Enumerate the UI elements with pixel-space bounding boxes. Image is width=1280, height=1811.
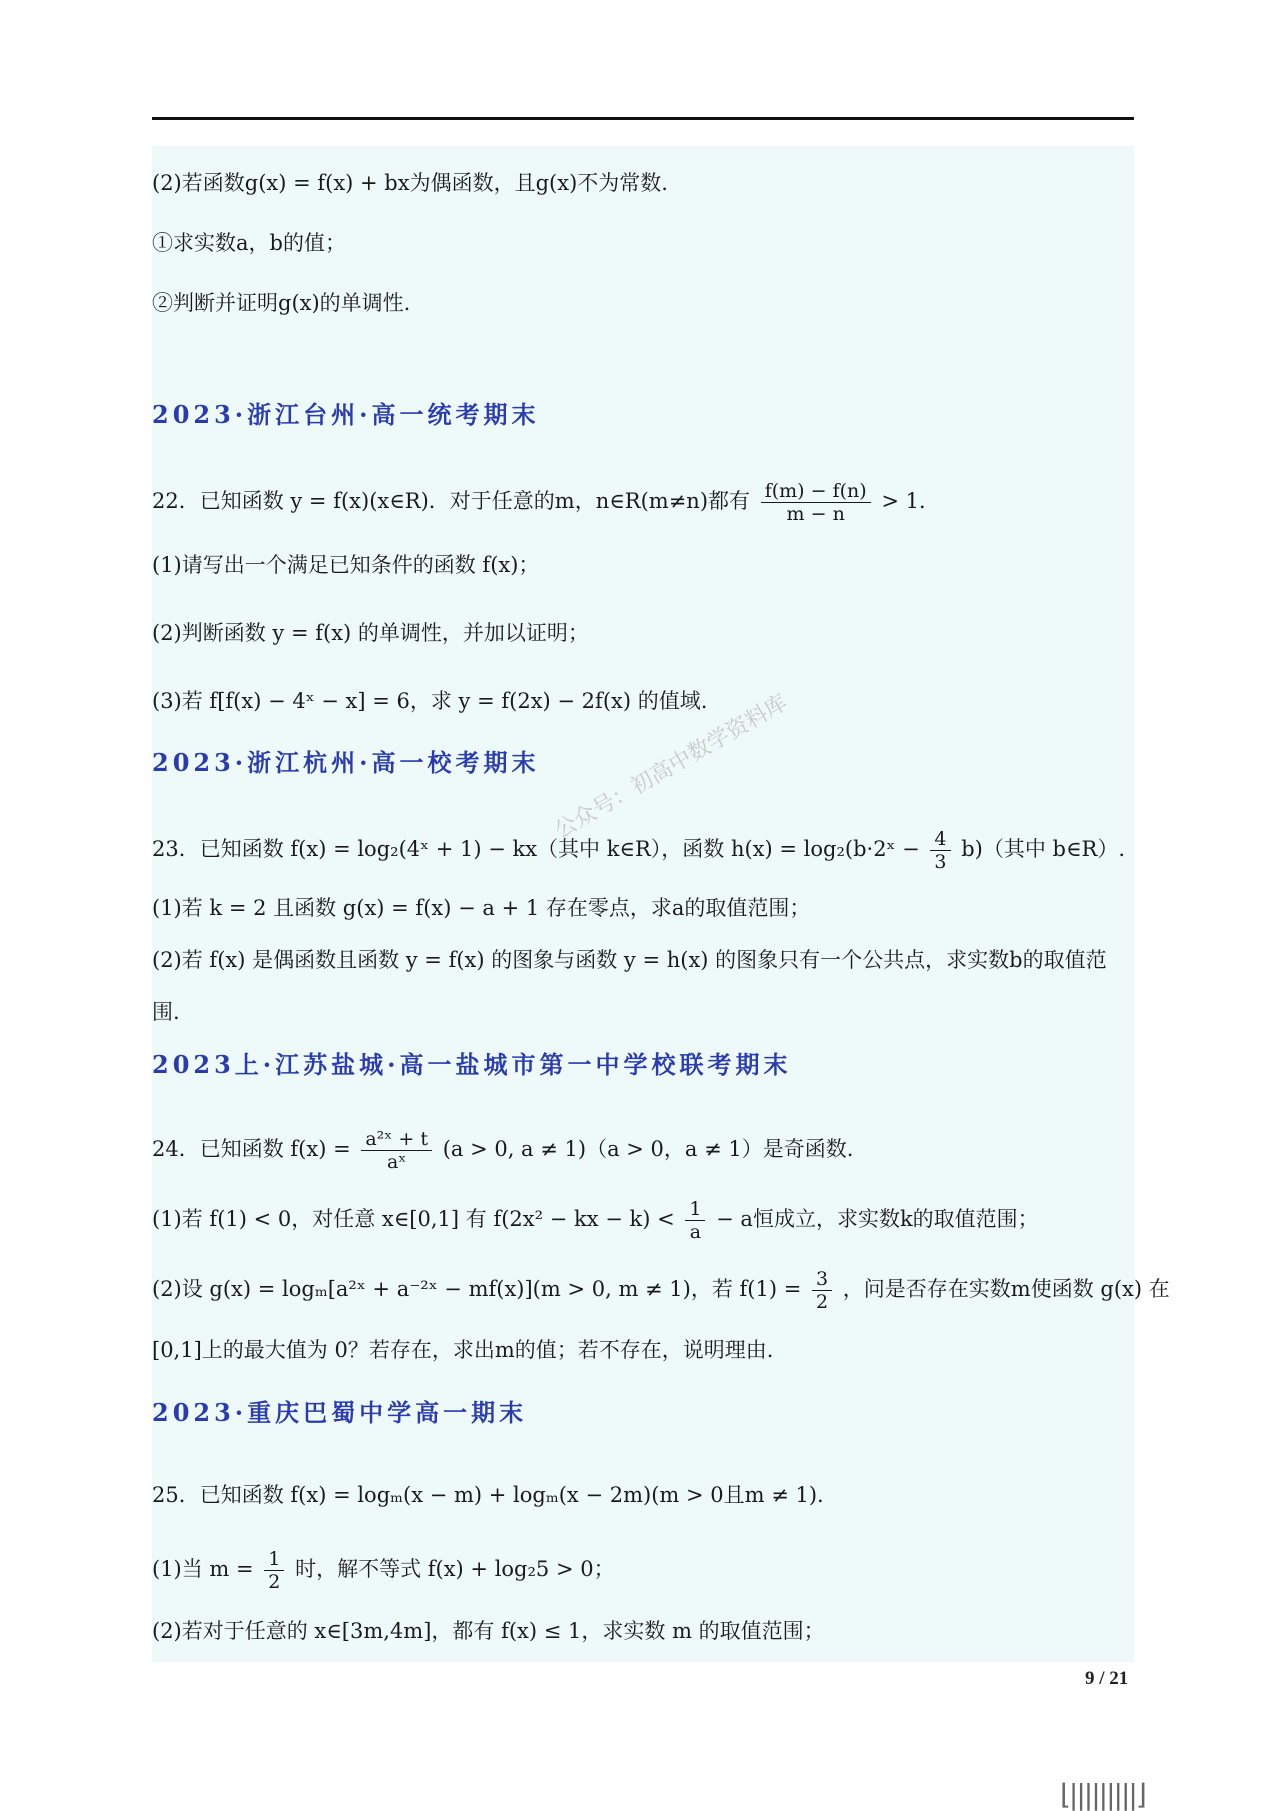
q24-part1-fraction: [685, 1198, 705, 1243]
q23-frac-den: 3: [934, 851, 947, 873]
q25-part1-frac-den: 2: [268, 1571, 281, 1593]
q23-stem-text: 23．已知函数 f(x) = log₂(4ˣ + 1) − kx（其中 k∈R），函数 h(x) = log₂(b·2ˣ −: [152, 837, 920, 861]
watermark: 公众号：初高中数学资料库: [550, 690, 792, 844]
bottom-scan-glyph: ⌊|||||||||⌋: [1060, 1778, 1145, 1811]
section-heading-yancheng: 2023上·江苏盐城·高一盐城市第一中学校联考期末: [152, 1050, 792, 1079]
q21-part2: (2)若函数g(x) = f(x) + bx为偶函数，且g(x)不为常数.: [152, 171, 668, 195]
page-number: 9 / 21: [1085, 1668, 1129, 1689]
q22-stem-text: 22．已知函数 y = f(x)(x∈R)．对于任意的m，n∈R(m≠n)都有: [152, 489, 751, 513]
q24-fraction: [361, 1128, 432, 1173]
q23-stem-tail: b)（其中 b∈R）.: [961, 837, 1125, 861]
q24-stem-tail: (a > 0, a ≠ 1)（a > 0，a ≠ 1）是奇函数.: [442, 1137, 854, 1161]
q25-stem: 25．已知函数 f(x) = logₘ(x − m) + logₘ(x − 2m)(m > 0且m ≠ 1).: [152, 1483, 824, 1507]
q23-frac-num: 4: [930, 828, 950, 851]
q24-part1-text: (1)若 f(1) < 0，对任意 x∈[0,1] 有 f(2x² − kx − k) <: [152, 1207, 675, 1231]
q23-stem: [152, 828, 1125, 873]
q25-part2: (2)若对于任意的 x∈[3m,4m]，都有 f(x) ≤ 1，求实数 m 的取值范围；: [152, 1619, 825, 1643]
q24-part2: [152, 1268, 1170, 1313]
q22-fraction: [761, 480, 871, 525]
q25-part1-frac-num: 1: [264, 1548, 284, 1571]
q24-part2-fraction: [812, 1268, 832, 1313]
header-rule: [152, 117, 1134, 120]
q22-part2: (2)判断函数 y = f(x) 的单调性，并加以证明；: [152, 621, 589, 645]
q24-part1-frac-den: a: [689, 1221, 702, 1243]
section-heading-taizhou: 2023·浙江台州·高一统考期末: [152, 400, 540, 429]
q22-frac-den: m − n: [786, 503, 845, 525]
q24-part1-tail: − a恒成立，求实数k的取值范围；: [716, 1207, 1039, 1231]
q22-frac-num: f(m) − f(n): [761, 480, 871, 503]
q21-sub1: ①求实数a，b的值；: [152, 231, 346, 255]
q24-frac-den: aˣ: [386, 1151, 407, 1173]
q24-stem-text: 24．已知函数 f(x) =: [152, 1137, 351, 1161]
q24-frac-num: a²ˣ + t: [361, 1128, 432, 1151]
q25-part1: [152, 1548, 615, 1593]
q23-part2: (2)若 f(x) 是偶函数且函数 y = f(x) 的图象与函数 y = h(x) 的图象只有一个公共点，求实数b的取值范: [152, 948, 1107, 972]
q21-sub2: ②判断并证明g(x)的单调性.: [152, 291, 411, 315]
q24-stem: [152, 1128, 853, 1173]
q25-part1-text: (1)当 m =: [152, 1557, 254, 1581]
q24-part2-text: (2)设 g(x) = logₘ[a²ˣ + a⁻²ˣ − mf(x)](m > 0, m ≠ 1)，若 f(1) =: [152, 1277, 802, 1301]
q22-stem-tail: > 1．: [881, 489, 940, 513]
q22-part3: (3)若 f[f(x) − 4ˣ − x] = 6，求 y = f(2x) − 2f(x) 的值域.: [152, 689, 708, 713]
q23-part1: (1)若 k = 2 且函数 g(x) = f(x) − a + 1 存在零点，求a的取值范围；: [152, 896, 811, 920]
q24-part2-frac-den: 2: [816, 1291, 829, 1313]
q23-fraction: [930, 828, 950, 873]
q24-part1: [152, 1198, 1039, 1243]
section-heading-hangzhou: 2023·浙江杭州·高一校考期末: [152, 748, 540, 777]
q25-part1-fraction: [264, 1548, 284, 1593]
q24-part1-frac-num: 1: [685, 1198, 705, 1221]
q24-part2-frac-num: 3: [812, 1268, 832, 1291]
q24-part2-tail: ，问是否存在实数m使函数 g(x) 在: [842, 1277, 1170, 1301]
q23-part2-cont: 围.: [152, 1000, 180, 1024]
q22-stem: [152, 480, 940, 525]
q24-part2-cont: [0,1]上的最大值为 0？若存在，求出m的值；若不存在，说明理由.: [152, 1338, 774, 1362]
section-heading-chongqing: 2023·重庆巴蜀中学高一期末: [152, 1398, 528, 1427]
q22-part1: (1)请写出一个满足已知条件的函数 f(x)；: [152, 553, 540, 577]
q25-part1-tail: 时，解不等式 f(x) + log₂5 > 0；: [295, 1557, 615, 1581]
